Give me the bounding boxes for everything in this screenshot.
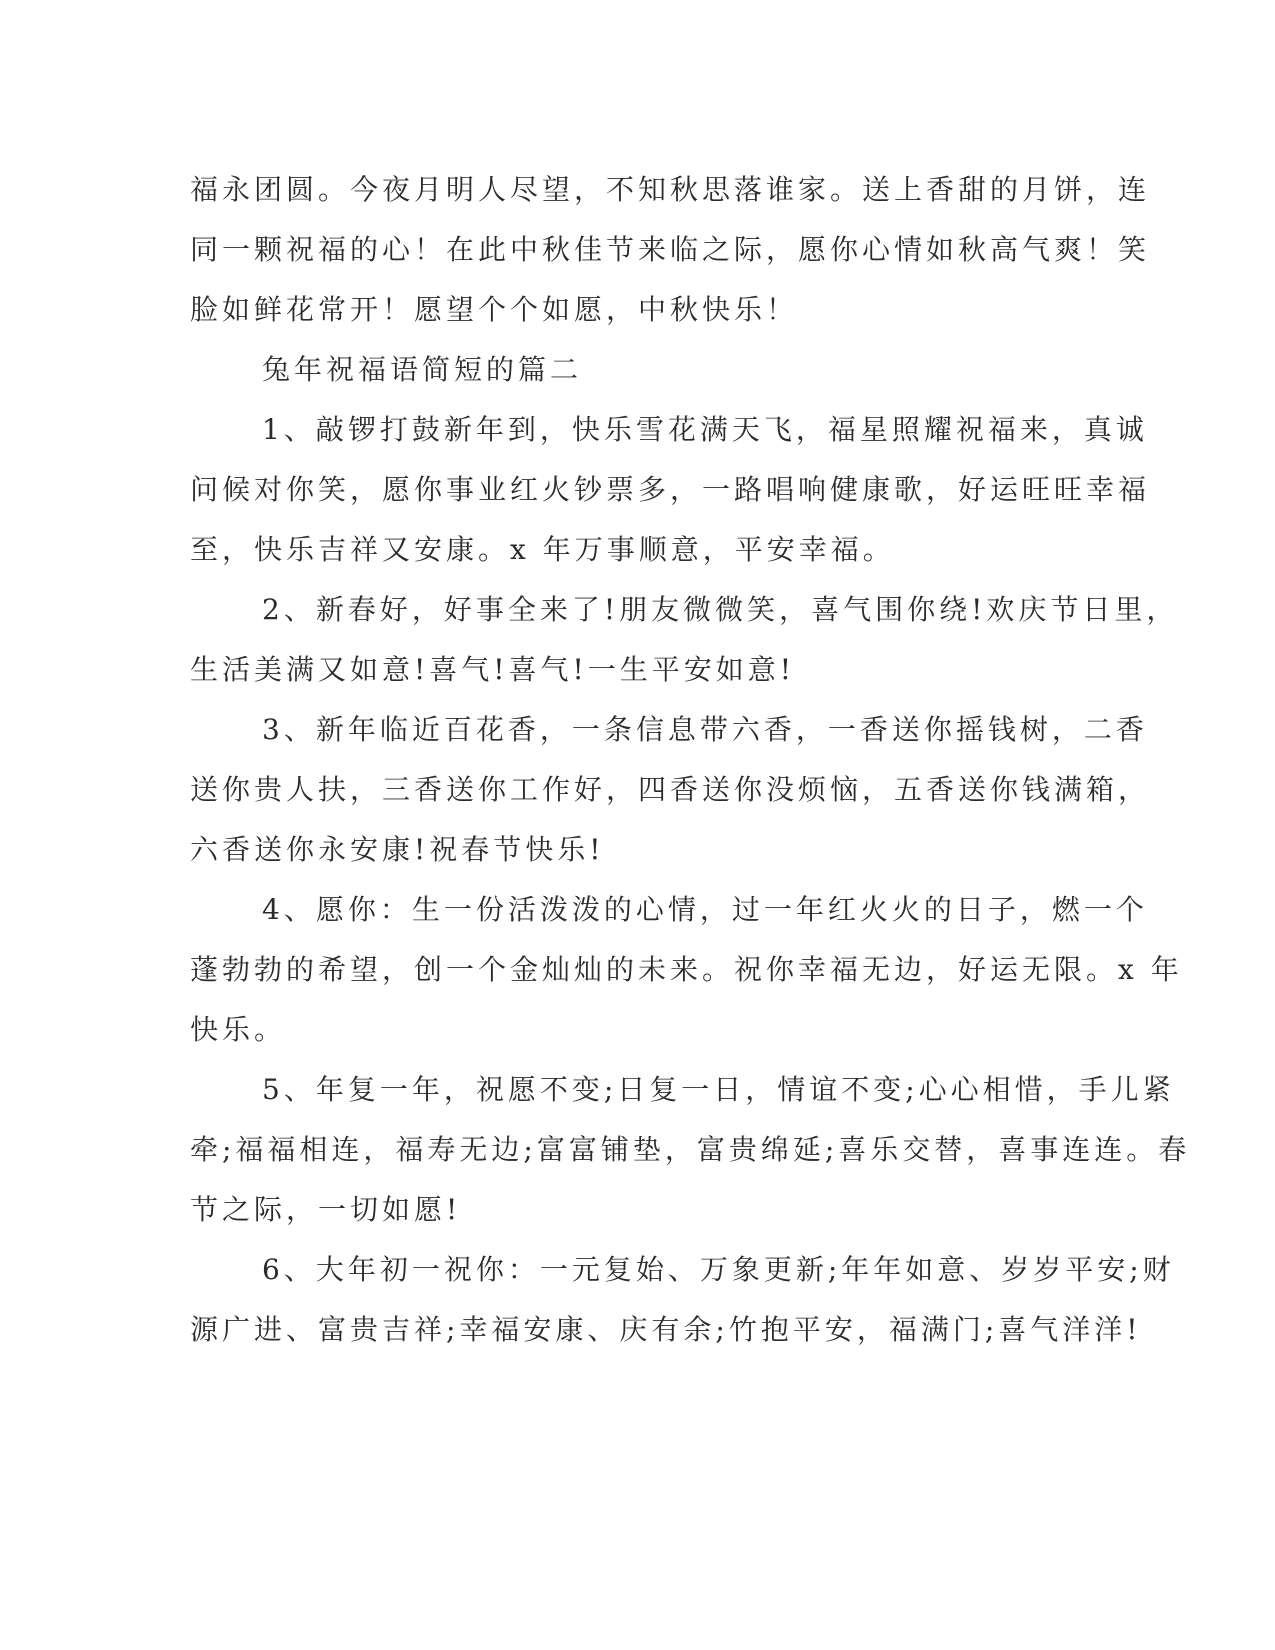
text-line: 生活美满又如意!喜气!喜气!一生平安如意!: [190, 653, 796, 686]
text-line: 同一颗祝福的心！在此中秋佳节来临之际，愿你心情如秋高气爽！笑: [190, 233, 1151, 266]
text-line: 快乐。: [190, 1013, 287, 1046]
text-line: 福永团圆。今夜月明人尽望，不知秋思落谁家。送上香甜的月饼，连: [190, 173, 1151, 206]
text-line: 6、大年初一祝你：一元复始、万象更新;年年如意、岁岁平安;财: [262, 1253, 1175, 1286]
text-line: 1、敲锣打鼓新年到，快乐雪花满天飞，福星照耀祝福来，真诚: [262, 413, 1148, 446]
text-line: 至，快乐吉祥又安康。x 年万事顺意，平安幸福。: [190, 533, 895, 566]
text-line: 5、年复一年，祝愿不变;日复一日，情谊不变;心心相惜，手儿紧: [262, 1073, 1175, 1106]
text-line: 蓬勃勃的希望，创一个金灿灿的未来。祝你幸福无边，好运无限。x 年: [190, 953, 1183, 986]
document-body: [190, 160, 1191, 1360]
text-line: 牵;福福相连，福寿无边;富富铺垫，富贵绵延;喜乐交替，喜事连连。春: [190, 1133, 1191, 1166]
text-line: 源广进、富贵吉祥;幸福安康、庆有余;竹抱平安，福满门;喜气洋洋!: [190, 1313, 1142, 1346]
text-line: 脸如鲜花常开！愿望个个如愿，中秋快乐！: [190, 293, 799, 326]
text-line: 节之际，一切如愿!: [190, 1193, 462, 1226]
text-line: 2、新春好，好事全来了!朋友微微笑，喜气围你绕!欢庆节日里，: [262, 593, 1179, 626]
text-line: 问候对你笑，愿你事业红火钞票多，一路唱响健康歌，好运旺旺幸福: [190, 473, 1151, 506]
section-heading: 兔年祝福语简短的篇二: [262, 353, 583, 386]
text-line: 3、新年临近百花香，一条信息带六香，一香送你摇钱树，二香: [262, 713, 1148, 746]
text-line: 六香送你永安康!祝春节快乐!: [190, 833, 605, 866]
text-line: 送你贵人扶，三香送你工作好，四香送你没烦恼，五香送你钱满箱，: [190, 773, 1151, 806]
text-line: 4、愿你：生一份活泼泼的心情，过一年红火火的日子，燃一个: [262, 893, 1148, 926]
